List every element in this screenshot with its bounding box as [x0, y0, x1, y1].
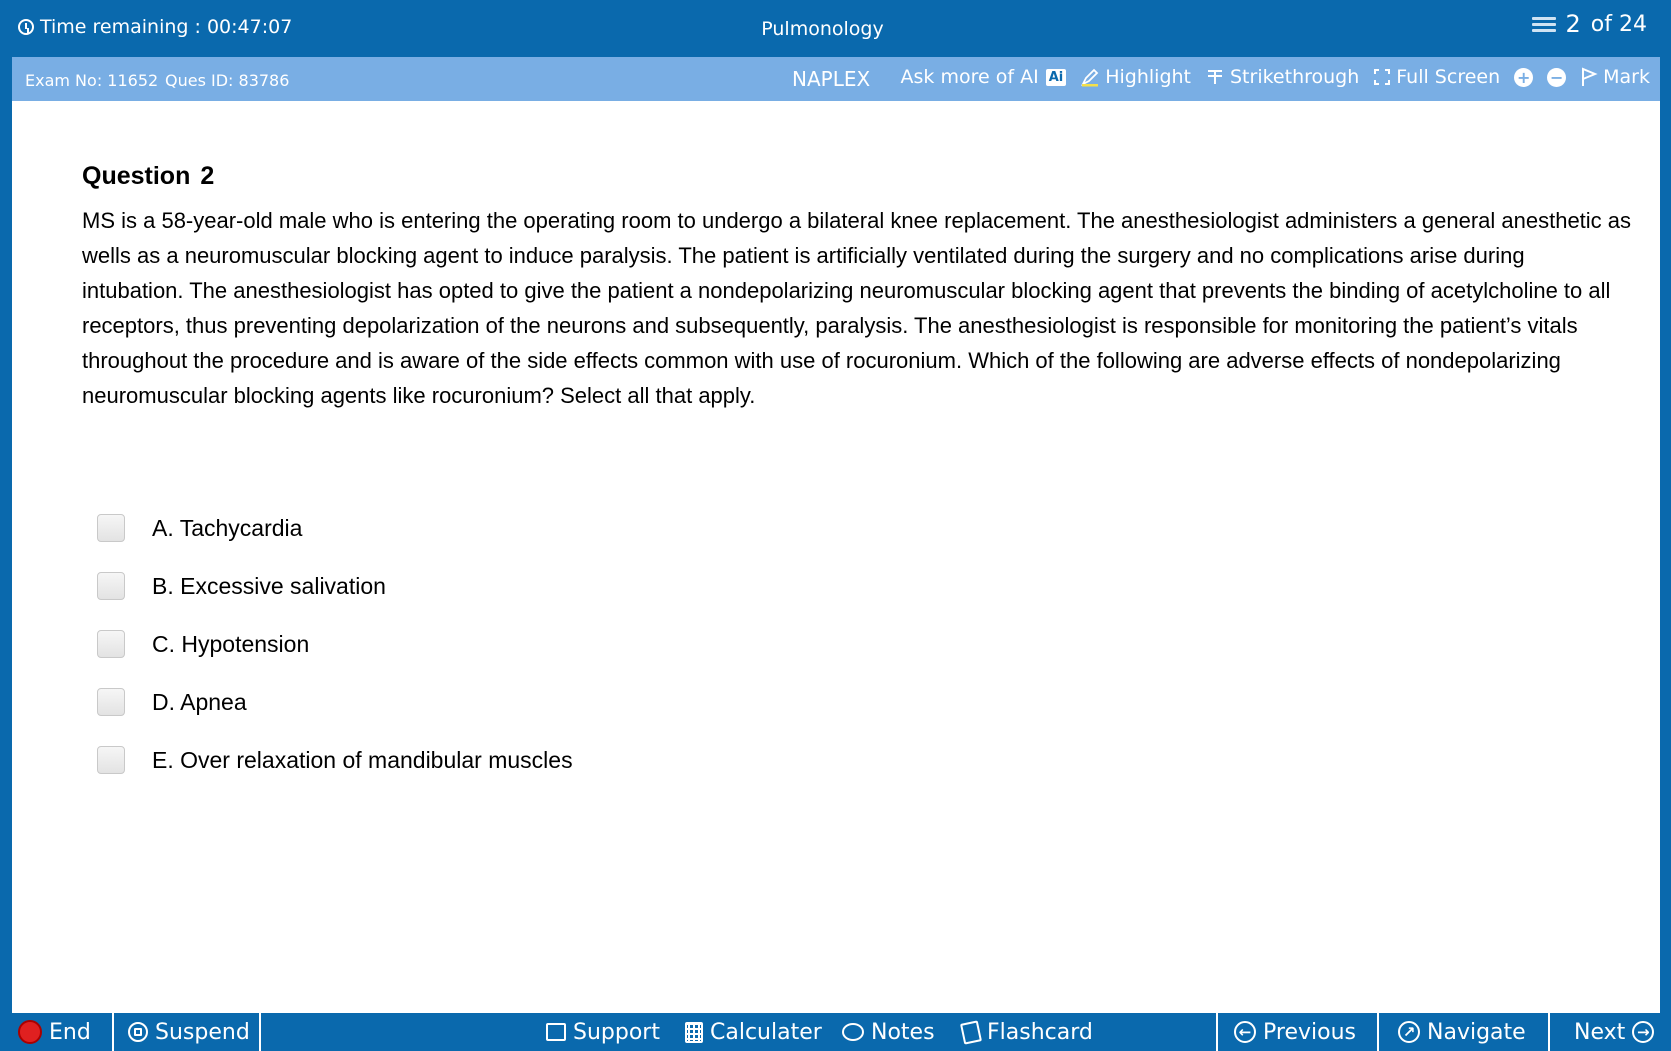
strikethrough-icon: [1205, 67, 1225, 87]
tools-group: [901, 66, 1650, 88]
question-counter[interactable]: [1532, 10, 1647, 38]
divider: [1377, 1013, 1379, 1051]
ask-ai-button[interactable]: [901, 66, 1067, 88]
next-button[interactable]: [1574, 1013, 1654, 1051]
question-label: Question: [82, 162, 191, 190]
flashcard-icon: [960, 1020, 982, 1044]
question-panel: [12, 101, 1660, 1013]
divider: [112, 1013, 114, 1051]
info-toolbar: [12, 57, 1660, 101]
stop-icon: [18, 1020, 42, 1044]
question-list-icon[interactable]: [1532, 15, 1556, 33]
total-questions-label: of 24: [1590, 11, 1647, 37]
question-number: 2: [200, 162, 215, 190]
option-label[interactable]: E. Over relaxation of mandibular muscles: [152, 746, 573, 773]
top-bar: [0, 0, 1671, 56]
answer-checkbox[interactable]: [97, 746, 125, 774]
expand-icon: [1373, 68, 1391, 86]
strikethrough-label: Strikethrough: [1230, 66, 1360, 88]
answer-checkbox[interactable]: [97, 572, 125, 600]
exam-number: Exam No: 11652: [25, 71, 159, 90]
option-label[interactable]: B. Excessive salivation: [152, 572, 386, 599]
question-stem: MS is a 58-year-old male who is entering the operating room to undergo a bilateral knee replacement. The anesthesiologist administers a general anesthetic as wells as a neuromuscular blocking agent to induce paralysis. The patient is artificially ventilated during the surgery and no complications arise during intubation. The anesthesiologist has opted to give the patient a nondepolarizing neuromuscular blocking agent that prevents the binding of acetylcholine to all receptors, thus preventing depolarization of the neurons and subsequently, paralysis. The anesthesiologist is responsible for monitoring the patient’s vitals throughout the procedure and is aware of the side effects common with use of rocuronium. Which of the following are adverse effects of nondepolarizing neuromuscular blocking agents like rocuronium? Select all that apply.: [82, 208, 1632, 408]
zoom-in-icon[interactable]: +: [1514, 68, 1533, 87]
flashcard-label: Flashcard: [987, 1019, 1093, 1045]
end-label: End: [49, 1019, 91, 1045]
answer-option[interactable]: [97, 557, 573, 615]
mark-label: Mark: [1603, 66, 1650, 88]
option-label[interactable]: D. Apnea: [152, 688, 247, 715]
calculator-label: Calculater: [710, 1019, 822, 1045]
answer-option[interactable]: [97, 615, 573, 673]
previous-button[interactable]: [1234, 1013, 1356, 1051]
flashcard-button[interactable]: [962, 1013, 1093, 1051]
full-screen-label: Full Screen: [1396, 66, 1501, 88]
navigate-label: Navigate: [1427, 1019, 1526, 1045]
calculator-icon: [685, 1022, 703, 1043]
answer-option[interactable]: [97, 499, 573, 557]
current-question-number: 2: [1565, 10, 1581, 38]
ask-ai-label: Ask more of AI: [900, 66, 1039, 88]
mark-button[interactable]: [1580, 66, 1650, 88]
notes-label: Notes: [871, 1019, 935, 1045]
support-label: Support: [573, 1019, 660, 1045]
question-id: Ques ID: 83786: [165, 71, 290, 90]
option-label[interactable]: A. Tachycardia: [152, 514, 303, 541]
bottom-bar: [12, 1013, 1660, 1051]
option-label[interactable]: C. Hypotension: [152, 630, 310, 657]
exam-name: NAPLEX: [792, 67, 871, 91]
navigate-button[interactable]: [1398, 1013, 1526, 1051]
strikethrough-button[interactable]: [1205, 66, 1359, 88]
speech-bubble-icon: [842, 1023, 864, 1041]
full-screen-button[interactable]: [1373, 66, 1500, 88]
end-button[interactable]: [18, 1013, 91, 1051]
answer-checkbox[interactable]: [97, 630, 125, 658]
notes-button[interactable]: [842, 1013, 935, 1051]
highlighter-icon: [1080, 67, 1100, 87]
answer-checkbox[interactable]: [97, 514, 125, 542]
answer-options: [97, 499, 573, 789]
suspend-label: Suspend: [155, 1019, 250, 1045]
answer-option[interactable]: [97, 673, 573, 731]
divider: [1548, 1013, 1550, 1051]
calculator-button[interactable]: [685, 1013, 822, 1051]
zoom-out-icon[interactable]: −: [1547, 68, 1566, 87]
answer-option[interactable]: [97, 731, 573, 789]
ai-icon: Ai: [1046, 69, 1067, 86]
answer-checkbox[interactable]: [97, 688, 125, 716]
divider: [259, 1013, 261, 1051]
timer-label: Time remaining : 00:47:07: [40, 16, 293, 38]
arrow-right-icon: →: [1632, 1021, 1654, 1043]
arrow-left-icon: ←: [1234, 1021, 1256, 1043]
question-title: [82, 162, 224, 191]
divider: [1216, 1013, 1218, 1051]
compass-icon: ↗: [1398, 1021, 1420, 1043]
support-button[interactable]: [546, 1013, 660, 1051]
highlight-label: Highlight: [1105, 66, 1191, 88]
previous-label: Previous: [1263, 1019, 1356, 1045]
flag-icon: [1580, 67, 1598, 87]
suspend-button[interactable]: [128, 1013, 250, 1051]
pause-icon: [128, 1022, 148, 1042]
chat-icon: [546, 1023, 566, 1041]
highlight-button[interactable]: [1080, 66, 1191, 88]
category-title: Pulmonology: [761, 18, 884, 40]
next-label: Next: [1574, 1019, 1626, 1045]
